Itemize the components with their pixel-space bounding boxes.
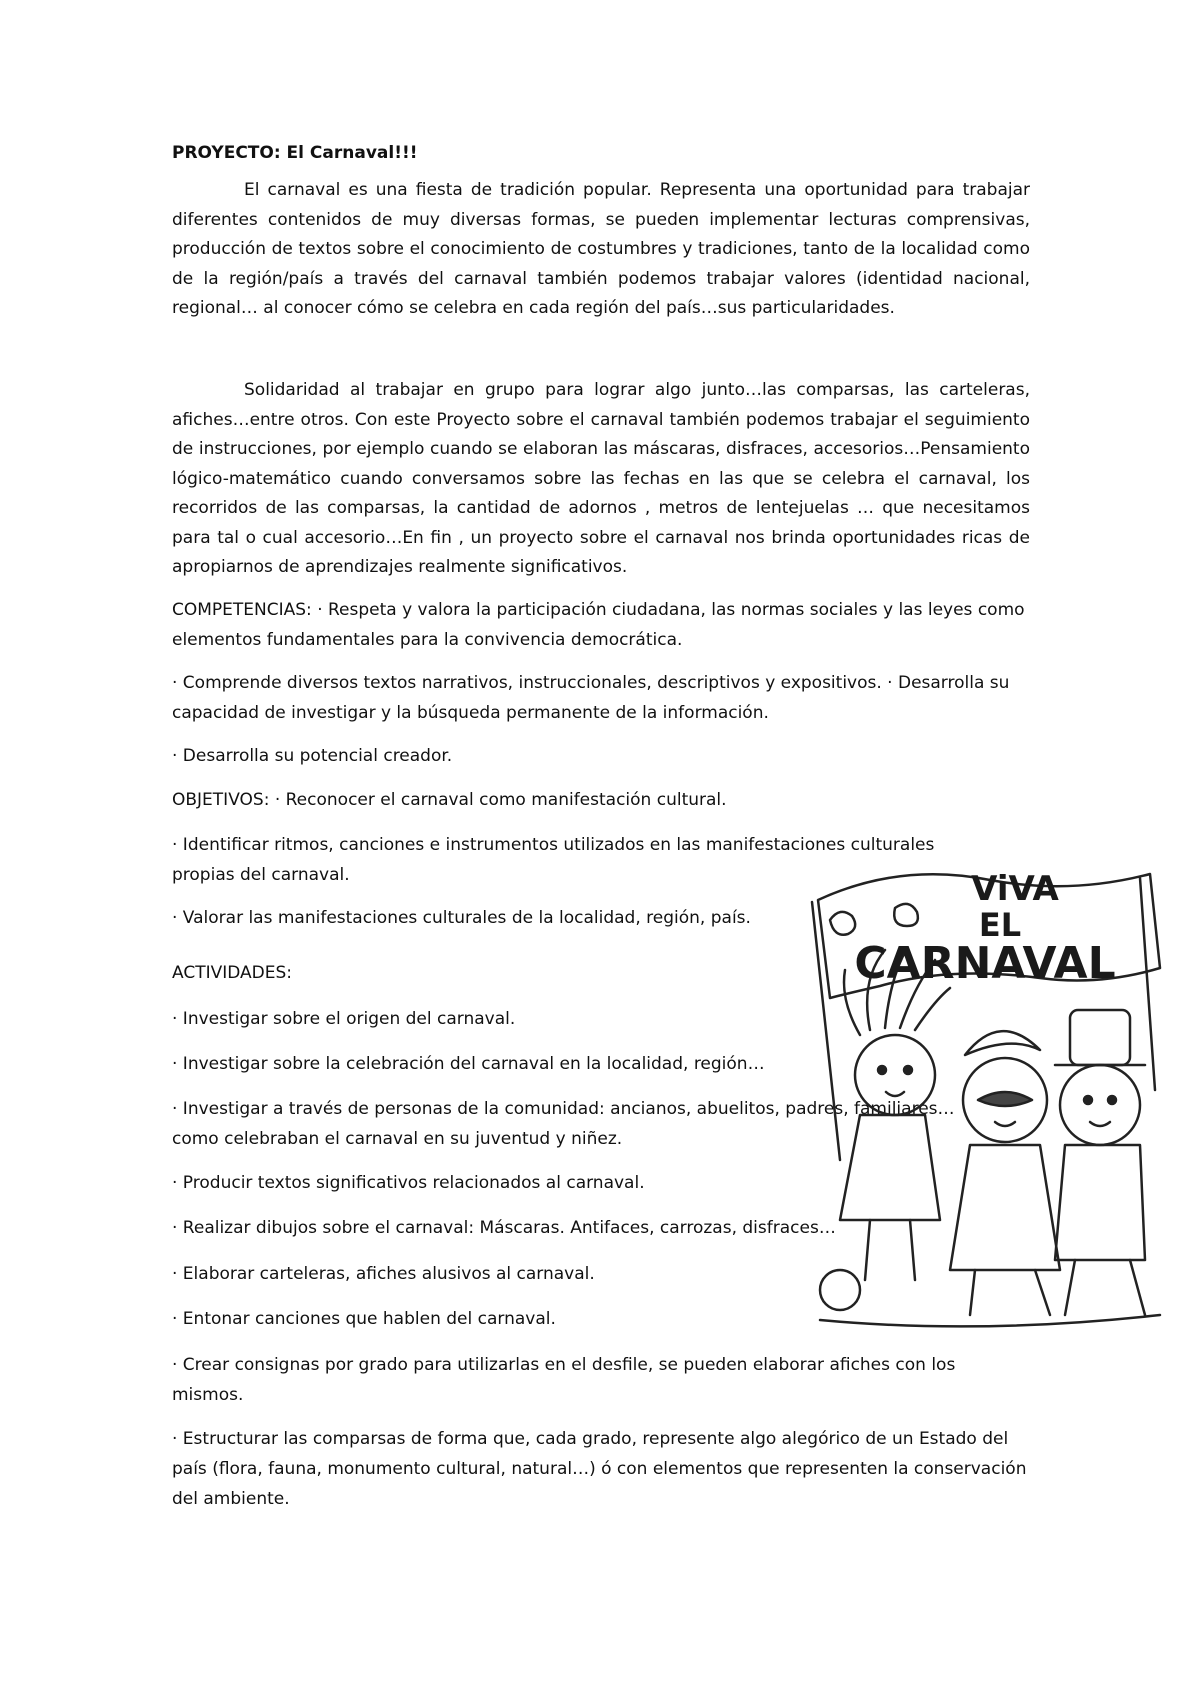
- carnaval-illustration: [800, 860, 1175, 1340]
- competencia-2: · Comprende diversos textos narrativos, instruccionales, descriptivos y expositivos. · Desarrolla su capacidad de investigar y la búsqueda permanente de la información.: [172, 673, 1010, 723]
- actividades-heading: ACTIVIDADES:: [172, 963, 293, 983]
- child-right-suit: [1055, 1145, 1145, 1260]
- actividad-6: · Elaborar carteleras, afiches alusivos al carnaval.: [172, 1264, 595, 1284]
- competencia-3: · Desarrolla su potencial creador.: [172, 746, 453, 766]
- child-middle-costume: [950, 1145, 1060, 1270]
- child-middle-hat: [965, 1031, 1040, 1055]
- objetivo-3: · Valorar las manifestaciones culturales de la localidad, región, país.: [172, 908, 751, 928]
- actividad-4: · Producir textos significativos relacionados al carnaval.: [172, 1173, 645, 1193]
- banner-text-viva: ViVA: [971, 869, 1059, 909]
- objetivo-1: OBJETIVOS: · Reconocer el carnaval como manifestación cultural.: [172, 790, 727, 810]
- child-right-tophat: [1070, 1010, 1130, 1065]
- actividad-3: · Investigar a través de personas de la comunidad: ancianos, abuelitos, padres, familiares… como celebraban el carnaval en su juventud y niñez.: [172, 1099, 955, 1149]
- objetivo-2: · Identificar ritmos, canciones e instrumentos utilizados en las manifestaciones culturales propias del carnaval.: [172, 835, 935, 885]
- intro-paragraph-1: El carnaval es una fiesta de tradición popular. Representa una oportunidad para trabajar diferentes contenidos de muy diversas formas, se pueden implementar lecturas comprensivas, producción de textos sobre el conocimiento de costumbres y tradiciones, tanto de la localidad como de la región/país a través del carnaval también podemos trabajar valores (identidad nacional, regional… al conocer cómo se celebra en cada región del país…sus particularidades.: [172, 180, 1030, 318]
- intro-paragraph-2: Solidaridad al trabajar en grupo para lograr algo junto…las comparsas, las carteleras, afiches…entre otros. Con este Proyecto sobre el carnaval también podemos trabajar el seguimiento de instrucciones, por ejemplo cuando se elaboran las máscaras, disfraces, accesorios…Pensamiento lógico-matemático cuando conversamos sobre las fechas en las que se celebra el carnaval, los recorridos de las comparsas, la cantidad de adornos , metros de lentejuelas … que necesitamos para tal o cual accesorio…En fin , un proyecto sobre el carnaval nos brinda oportunidades ricas de apropiarnos de aprendizajes realmente significativos.: [172, 380, 1030, 577]
- actividad-7: · Entonar canciones que hablen del carnaval.: [172, 1309, 556, 1329]
- banner-text-carnaval: CARNAVAL: [854, 938, 1116, 989]
- actividad-8: · Crear consignas por grado para utilizarlas en el desfile, se pueden elaborar afiches con los mismos.: [172, 1355, 956, 1405]
- actividad-2: · Investigar sobre la celebración del carnaval en la localidad, región…: [172, 1054, 765, 1074]
- mask-icon: [978, 1092, 1032, 1106]
- banner-splotch: [894, 904, 918, 926]
- child-right-head: [1060, 1065, 1140, 1145]
- ground-line: [820, 1315, 1160, 1326]
- child-left-head: [855, 1035, 935, 1115]
- child-left-ball: [820, 1270, 860, 1310]
- competencia-1: COMPETENCIAS: · Respeta y valora la participación ciudadana, las normas sociales y las leyes como elementos fundamentales para la convivencia democrática.: [172, 600, 1025, 650]
- actividad-9: · Estructurar las comparsas de forma que, cada grado, represente algo alegórico de un Estado del país (flora, fauna, monumento cultural, natural…) ó con elementos que representen la conservación del ambiente.: [172, 1429, 1027, 1509]
- actividad-5: · Realizar dibujos sobre el carnaval: Máscaras. Antifaces, carrozas, disfraces…: [172, 1218, 836, 1238]
- child-left-dress: [840, 1115, 940, 1220]
- banner-text-el: EL: [978, 906, 1022, 944]
- document-title: PROYECTO: El Carnaval!!!: [172, 143, 418, 163]
- banner-splotch: [830, 912, 855, 935]
- banner-pole-left: [812, 902, 840, 1160]
- actividad-1: · Investigar sobre el origen del carnaval.: [172, 1009, 516, 1029]
